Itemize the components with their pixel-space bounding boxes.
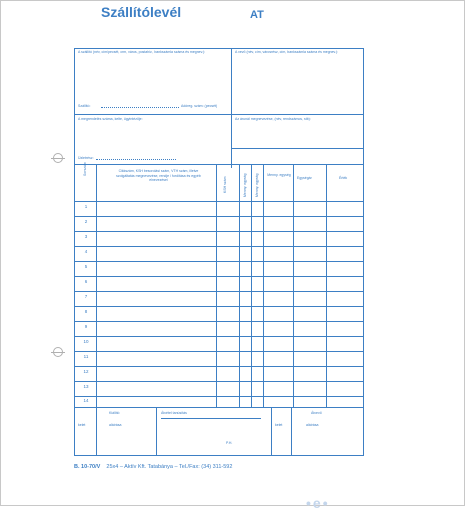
row-number: 5 <box>84 264 88 269</box>
signature-middle: Átvétel tanúsítás <box>161 411 187 415</box>
header-value: Érték <box>339 176 348 180</box>
footer-text: 25x4 – Aktív Kft. Tatabánya – Tel./Fax: (34) 311-592 <box>106 464 233 470</box>
punch-hole-bottom <box>53 347 63 357</box>
punch-hole-top <box>53 153 63 163</box>
carrier-label: Az árunál megnevezése, (név, rendszámos, stb): <box>235 117 311 121</box>
delivery-label: A megrendelés száma, kelte, ügyintézője: <box>78 117 143 121</box>
row-number: 10 <box>83 339 89 344</box>
signature-date-right: kelet <box>275 423 283 427</box>
row-number: 3 <box>84 234 88 239</box>
row-number: 12 <box>83 369 89 374</box>
row-number: 6 <box>84 279 88 284</box>
signature-right-bottom: aláírása <box>306 423 319 427</box>
receiver-label: A vevő (név, cím, városrész, cím, bankszámla száma és megnev.): <box>235 50 339 54</box>
signature-date-left: kelet <box>78 423 86 427</box>
form-frame <box>74 48 364 456</box>
header-ksh: KSH szám <box>223 176 227 193</box>
signature-right-top: Átvevő <box>311 411 322 415</box>
sender-footer-left: Szállító: <box>78 104 91 108</box>
sender-footer-right: Adóreg. szám: (pecsét) <box>181 104 218 108</box>
row-number: 11 <box>83 354 89 359</box>
row-number: 1 <box>84 204 88 209</box>
watermark: •e• <box>306 495 330 511</box>
row-number: 8 <box>84 309 88 314</box>
row-number: 14 <box>83 398 89 403</box>
header-unit-2: Menny. egység <box>255 173 259 197</box>
header-quantity: Menny. egység <box>267 173 291 177</box>
sender-label: A szállító (név, cím/pecsét, crm, város, postahiv., bankszámla száma és megnev.): <box>78 50 206 54</box>
footer-code: B. 10-70/V <box>74 464 101 470</box>
document-title: Szállítólevél <box>101 4 182 20</box>
delivery-sub-label: Üzletrész: <box>78 156 94 160</box>
signature-left-bottom: aláírása <box>109 423 122 427</box>
footer <box>74 464 232 470</box>
row-number: 2 <box>84 219 88 224</box>
row-number: 9 <box>84 324 88 329</box>
document-code: AT <box>250 9 264 21</box>
signature-middle-ph: P.H. <box>226 441 233 445</box>
row-number: 4 <box>84 249 88 254</box>
header-unit-1: Menny. egység <box>243 173 247 197</box>
header-unit-price: Egységár <box>297 176 312 180</box>
signature-left-top: Kiállító <box>109 411 120 415</box>
header-description: Cikkszám, KSH besorolási szám, VTH szám, illetve szolgáltatás megnevezése, rendje / fordítása és egyéb elnevezései <box>116 169 201 182</box>
row-number: 7 <box>84 294 88 299</box>
row-number: 13 <box>83 384 89 389</box>
header-sorszam: Sorszám <box>83 162 87 176</box>
